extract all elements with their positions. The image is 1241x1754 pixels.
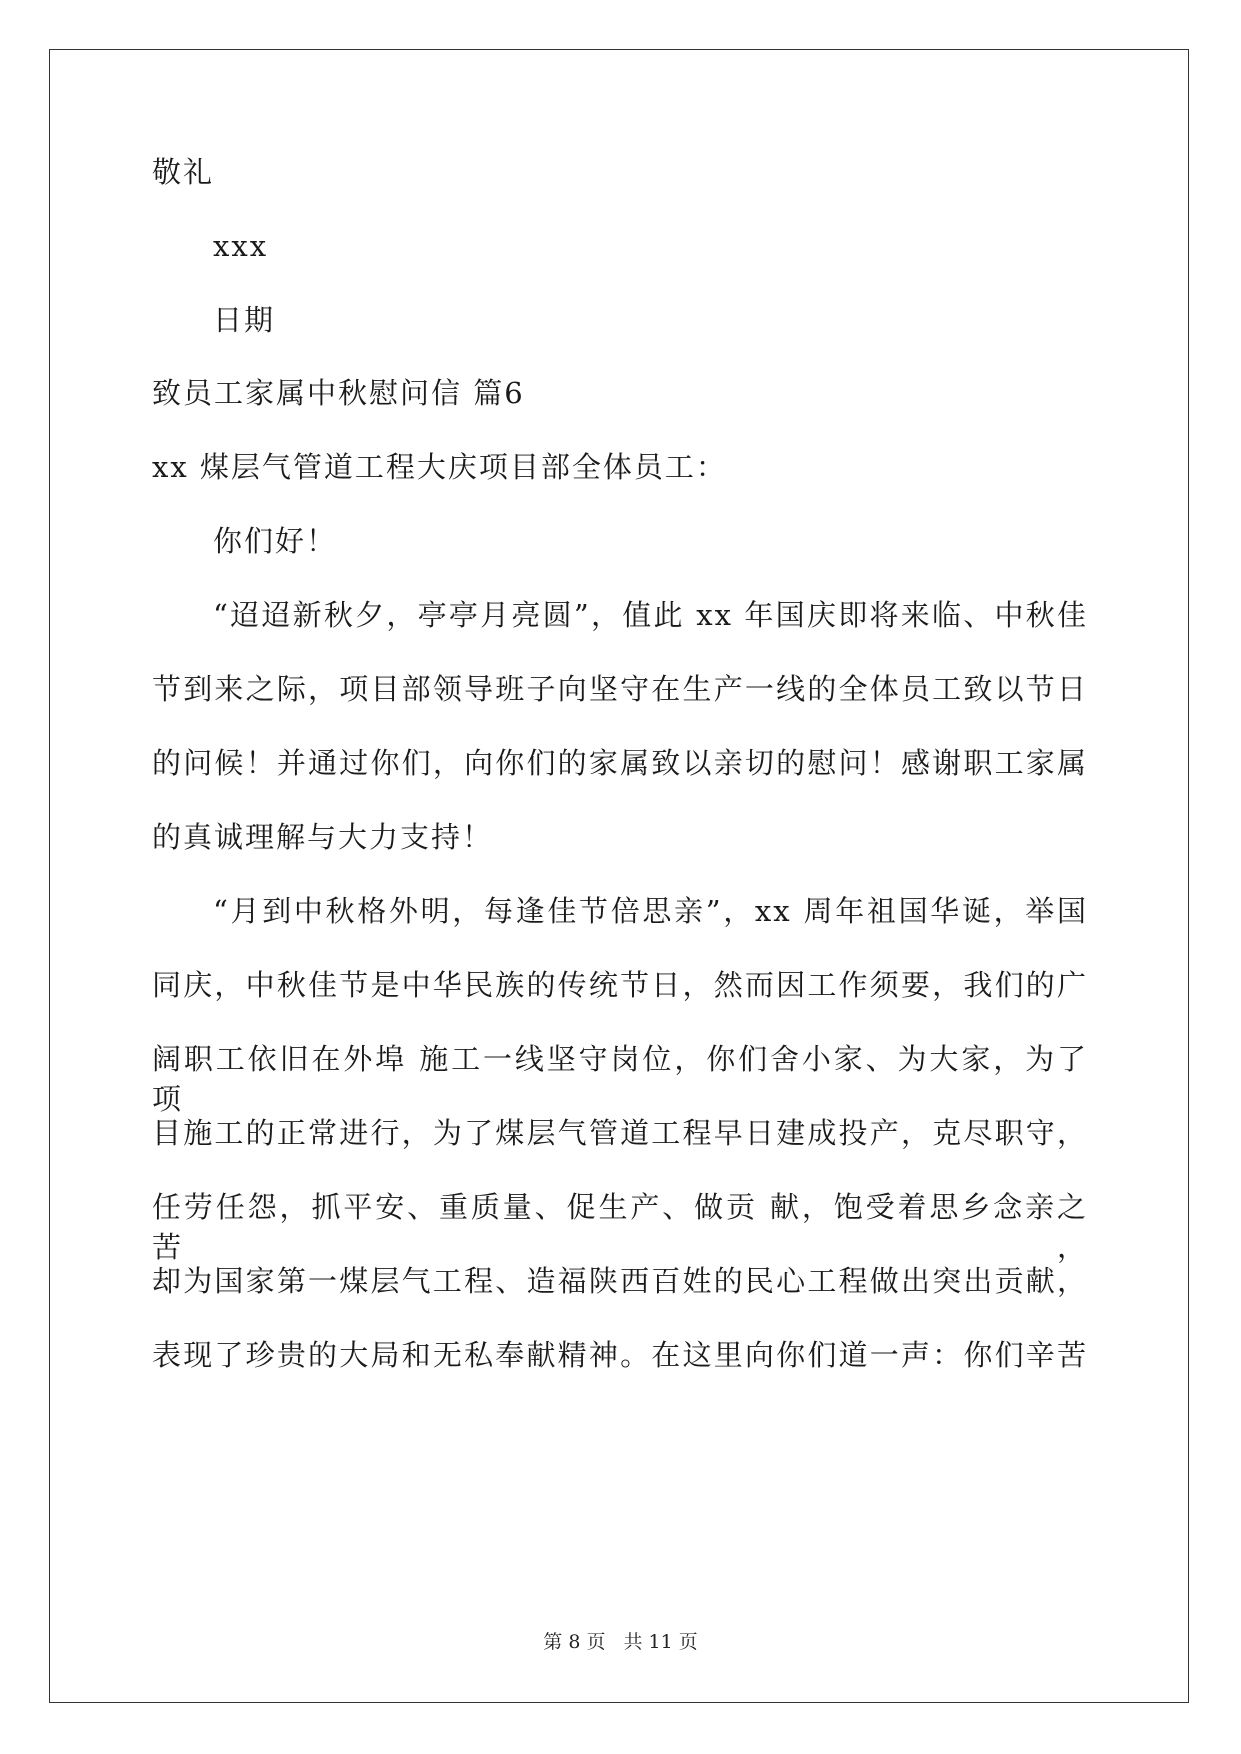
paragraph-2-line-4: 目施工的正常进行，为了煤层气管道工程早日建成投产，克尽职守， [152,1116,1088,1150]
paragraph-2-line-3: 阔职工依旧在外埠 施工一线坚守岗位，你们舍小家、为大家，为了项 [152,1042,1088,1116]
page-number: 第 8 页 [543,1631,606,1653]
page-footer [0,1630,1241,1654]
paragraph-1-line-3: 的问候！并通过你们，向你们的家属致以亲切的慰问！感谢职工家属 [152,746,1088,780]
signature-date: 日期 [213,303,276,337]
paragraph-2-line-7: 表现了珍贵的大局和无私奉献精神。在这里向你们道一声：你们辛苦 [152,1338,1088,1372]
paragraph-2-line-6: 却为国家第一煤层气工程、造福陕西百姓的民心工程做出突出贡献， [152,1264,1088,1298]
paragraph-1-line-1: “迢迢新秋夕，亭亭月亮圆”，值此 xx 年国庆即将来临、中秋佳 [213,598,1088,632]
paragraph-2-line-2: 同庆，中秋佳节是中华民族的传统节日，然而因工作须要，我们的广 [152,968,1088,1002]
paragraph-1-line-4: 的真诚理解与大力支持！ [152,820,494,854]
paragraph-2-line-5: 任劳任怨，抓平安、重质量、促生产、做贡 献，饱受着思乡念亲之苦， [152,1190,1088,1264]
page-border [49,49,1189,1703]
section-title: 致员工家属中秋慰问信 篇6 [152,376,525,410]
total-pages: 共 11 页 [623,1631,698,1653]
greeting: 你们好！ [213,524,338,558]
paragraph-1-line-2: 节到来之际，项目部领导班子向坚守在生产一线的全体员工致以节日 [152,672,1088,706]
signature-name: xxx [213,229,269,263]
salutation: xx 煤层气管道工程大庆项目部全体员工： [152,450,727,484]
closing-salute: 敬礼 [152,155,215,189]
paragraph-2-line-1: “月到中秋格外明，每逢佳节倍思亲”，xx 周年祖国华诞，举国 [213,894,1088,928]
